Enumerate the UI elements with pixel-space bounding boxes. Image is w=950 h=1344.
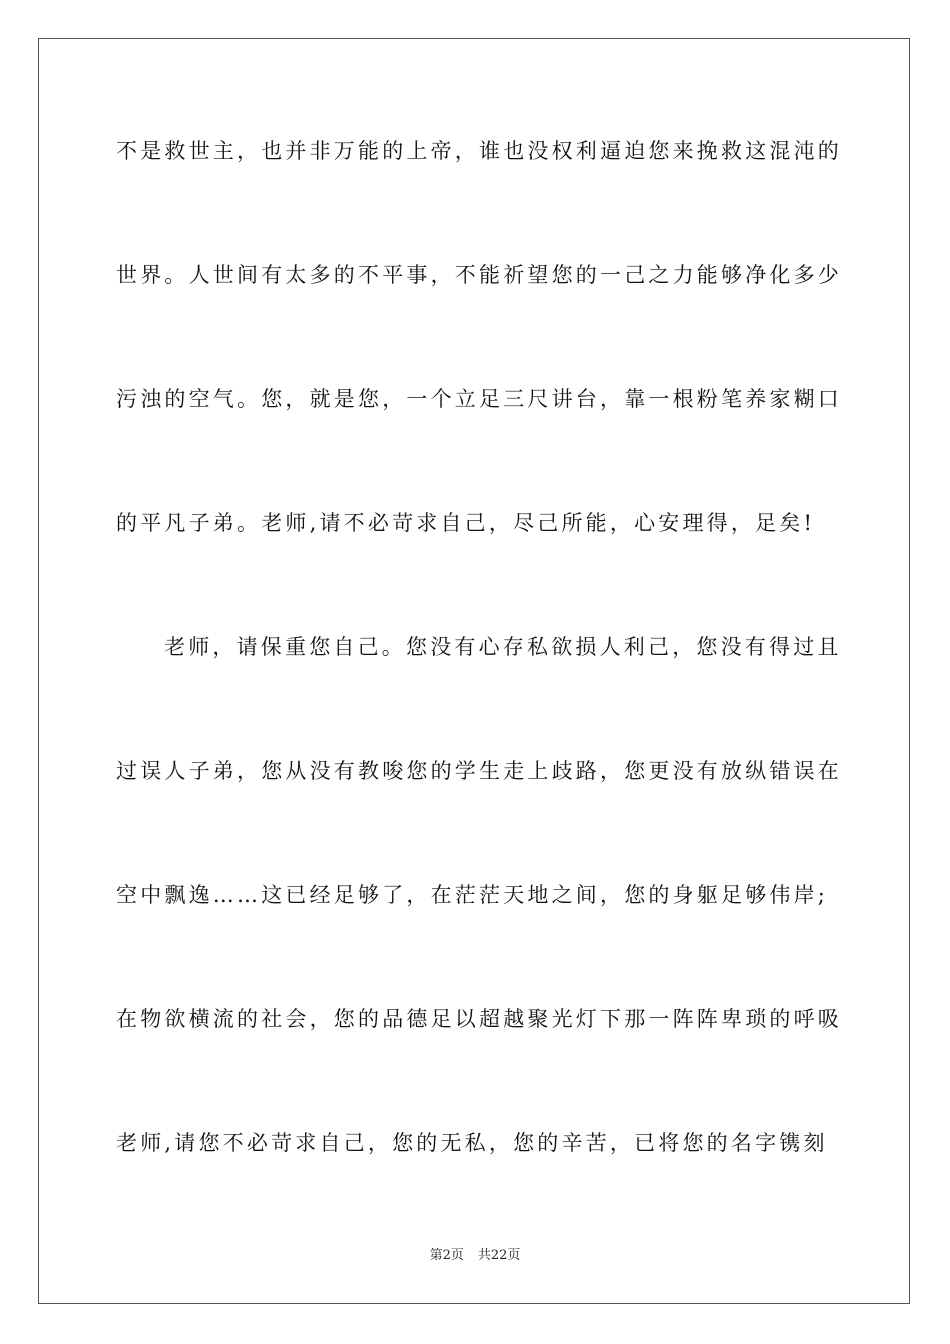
page-frame xyxy=(38,38,910,1304)
text-line: 在物欲横流的社会，您的品德足以超越聚光灯下那一阵阵卑琐的呼吸 xyxy=(116,1007,842,1031)
paragraph-start-line: 老师，请保重您自己。您没有心存私欲损人利己，您没有得过且 xyxy=(164,635,842,659)
text-line: 过误人子弟，您从没有教唆您的学生走上歧路，您更没有放纵错误在 xyxy=(116,759,842,783)
text-line: 空中飘逸……这已经足够了，在茫茫天地之间，您的身躯足够伟岸; xyxy=(116,883,829,907)
page-total: 共22页 xyxy=(477,1248,521,1263)
text-line: 老师,请您不必苛求自己，您的无私，您的辛苦，已将您的名字镌刻 xyxy=(116,1131,828,1155)
text-line: 不是救世主，也并非万能的上帝，谁也没权利逼迫您来挽救这混沌的 xyxy=(116,139,842,163)
text-line: 污浊的空气。您，就是您，一个立足三尺讲台，靠一根粉笔养家糊口 xyxy=(116,387,842,411)
text-line: 的平凡子弟。老师,请不必苛求自己，尽己所能，心安理得，足矣! xyxy=(116,511,816,535)
page-number: 第2页 xyxy=(429,1248,464,1263)
text-line: 世界。人世间有太多的不平事，不能祈望您的一己之力能够净化多少 xyxy=(116,263,842,287)
page-footer xyxy=(0,1247,950,1265)
